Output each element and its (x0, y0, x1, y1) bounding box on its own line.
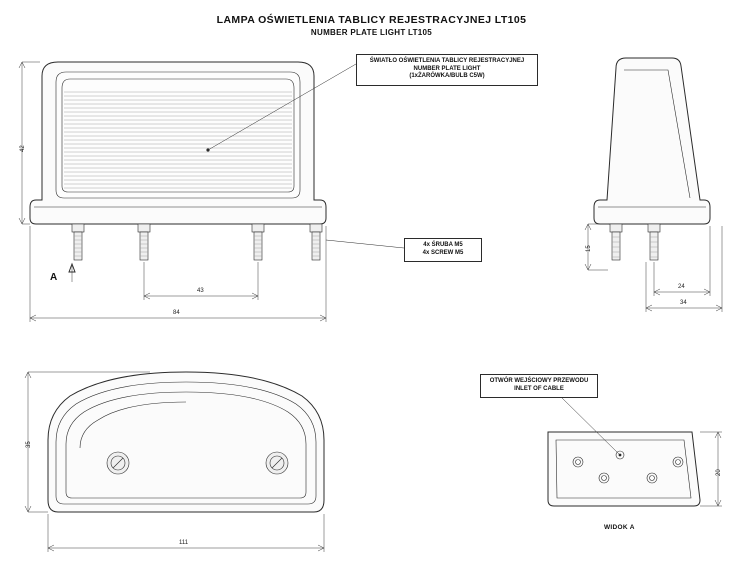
dim-top-depth: 35 (26, 441, 32, 448)
top-view-geometry (25, 372, 324, 552)
callout-cable-inlet (480, 374, 598, 398)
callout-cable-line2: INLET OF CABLE (514, 385, 564, 392)
front-screws (72, 224, 322, 260)
dim-side-screw-height: 15 (586, 245, 592, 252)
front-view-geometry (19, 62, 404, 322)
callout-screw-m5 (404, 238, 482, 262)
dim-side-outer: 34 (680, 300, 687, 306)
callout-light-line2: NUMBER PLATE LIGHT (413, 65, 481, 72)
title-polish: LAMPA OŚWIETLENIA TABLICY REJESTRACYJNEJ LT105 (216, 14, 527, 26)
detail-view-a-geometry (548, 396, 722, 506)
dim-front-height: 42 (20, 145, 26, 152)
title-english: NUMBER PLATE LIGHT LT105 (310, 28, 433, 37)
detail-view-label: WIDOK A (604, 524, 635, 531)
dim-front-screw-span: 43 (197, 288, 204, 294)
dim-side-inner: 24 (678, 284, 685, 290)
callout-light-line3: (1xŻARÓWKA/BULB C5W) (409, 73, 485, 79)
callout-cable-line1: OTWÓR WEJŚCIOWY PRZEWODU (489, 378, 589, 384)
callout-screw-line1: 4x ŚRUBA M5 (423, 242, 463, 248)
callout-number-plate-light (356, 54, 538, 86)
side-view-geometry (585, 58, 722, 312)
side-screws (610, 224, 660, 260)
callout-light-line1: ŚWIATŁO OŚWIETLENIA TABLICY REJESTRACYJNEJ (369, 58, 525, 64)
dim-top-width: 111 (179, 540, 189, 546)
callout-screw-line2: 4x SCREW M5 (422, 249, 464, 256)
dim-front-width: 84 (173, 310, 180, 316)
section-marker-a: A (50, 272, 58, 283)
dim-detail-height: 20 (716, 469, 722, 476)
